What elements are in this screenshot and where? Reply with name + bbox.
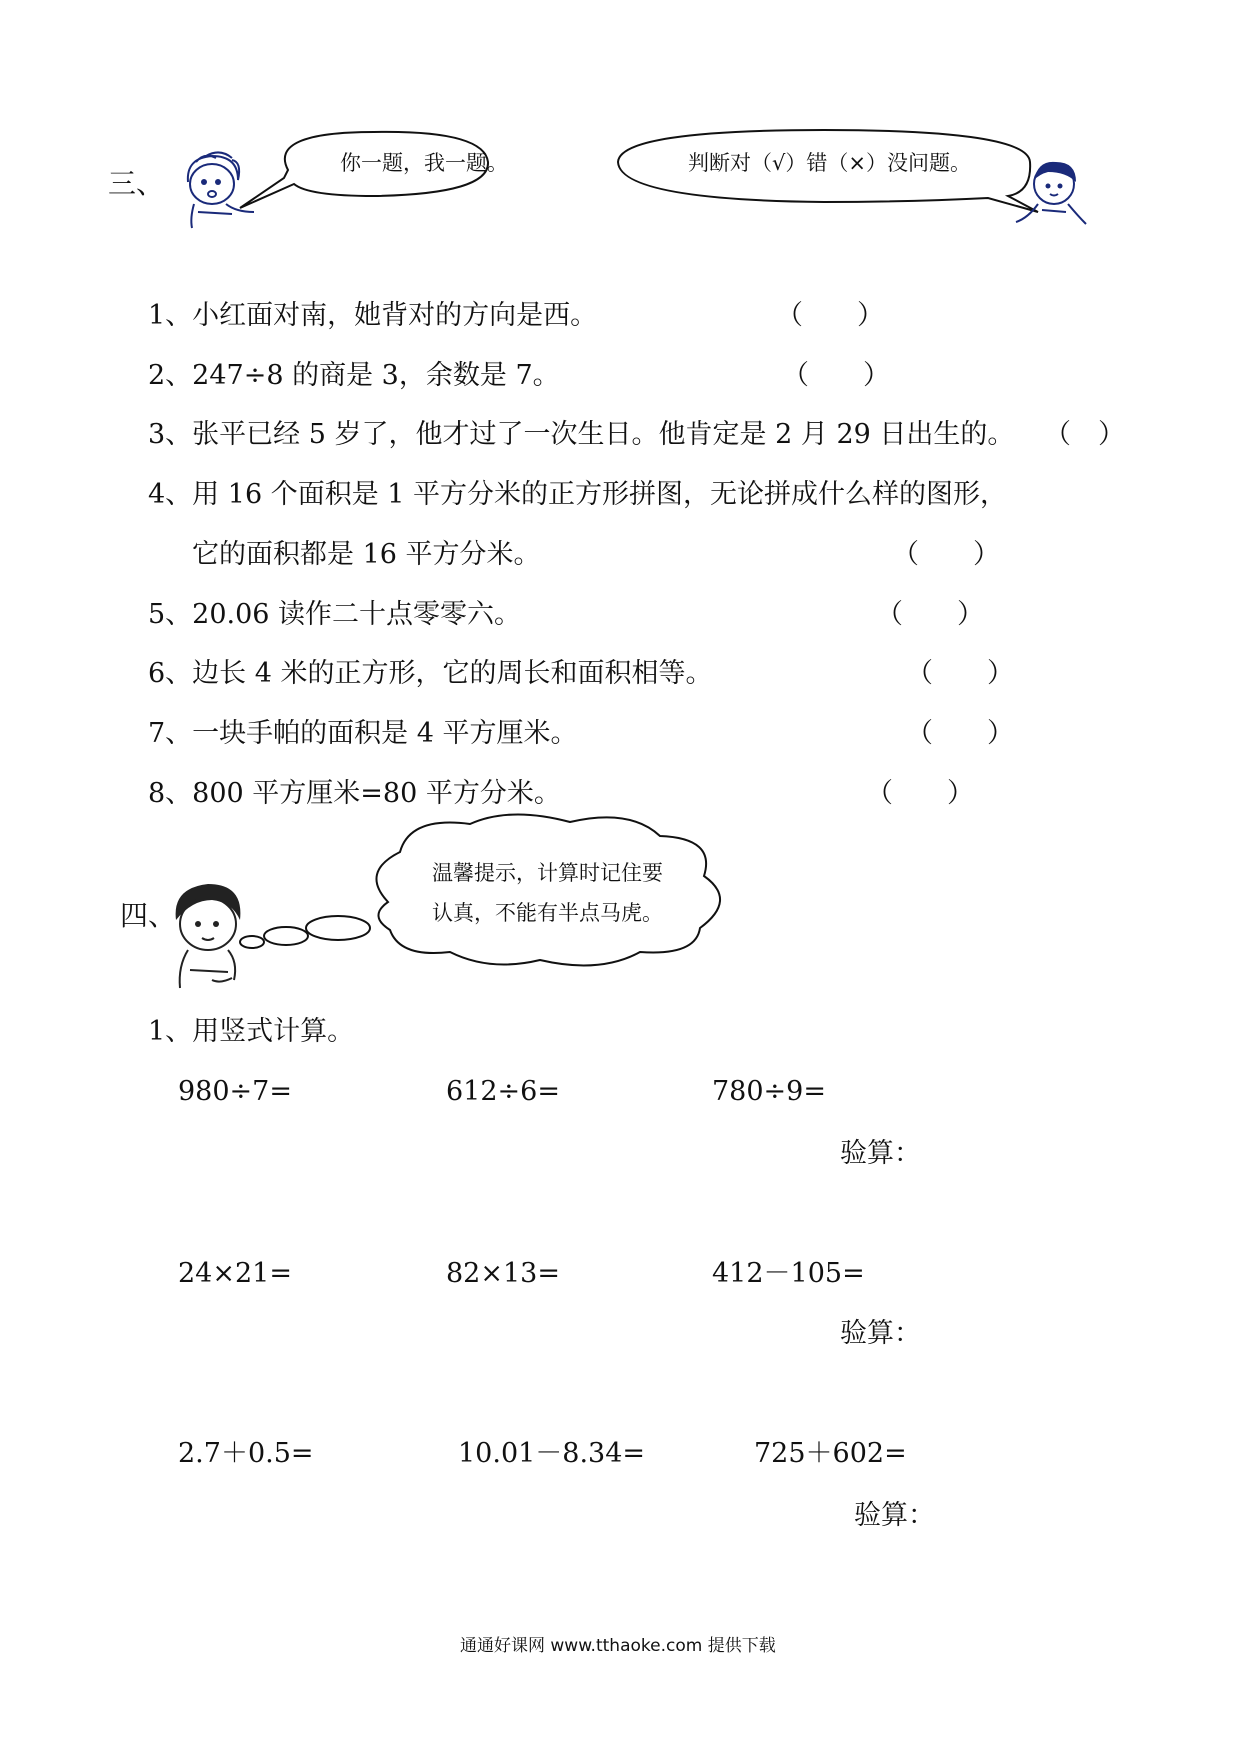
- check-label: 验算：: [854, 1500, 935, 1531]
- question-4-line-1: 4、用 16 个面积是 1 平方分米的正方形拼图，无论拼成什么样的图形，: [148, 479, 1008, 510]
- question-8: 8、800 平方厘米=80 平方分米。: [148, 778, 561, 809]
- girl-cartoon-icon: [1018, 160, 1088, 240]
- calc-item: 780÷9=: [712, 1076, 826, 1107]
- answer-paren-1[interactable]: （ ）: [776, 300, 884, 331]
- thought-cloud-line-1: 温馨提示，计算时记住要: [432, 861, 663, 885]
- question-5: 5、20.06 读作二十点零零六。: [148, 599, 522, 630]
- answer-paren-3[interactable]: （ ）: [1044, 419, 1125, 450]
- question-4-line-2: 它的面积都是 16 平方分米。: [192, 539, 541, 570]
- calc-item: 412－105=: [712, 1258, 865, 1289]
- footer-text: 通通好课网 www.tthaoke.com 提供下载: [460, 1636, 776, 1656]
- calc-item: 980÷7=: [178, 1076, 292, 1107]
- thought-cloud-line-2: 认真，不能有半点马虎。: [432, 901, 663, 925]
- calc-item: 612÷6=: [446, 1076, 560, 1107]
- speech-bubble-right-text: 判断对（√）错（×）没问题。: [688, 151, 971, 175]
- thought-cloud-icon: [240, 812, 800, 972]
- section-4-label: 四、: [120, 899, 177, 932]
- calc-item: 82×13=: [446, 1258, 560, 1289]
- answer-paren-8[interactable]: （ ）: [866, 778, 974, 809]
- calc-item: 24×21=: [178, 1258, 292, 1289]
- question-1: 1、小红面对南，她背对的方向是西。: [148, 300, 598, 331]
- calc-item: 10.01－8.34=: [458, 1438, 646, 1469]
- question-3: 3、张平已经 5 岁了，他才过了一次生日。他肯定是 2 月 29 日出生的。: [148, 419, 1015, 450]
- answer-paren-6[interactable]: （ ）: [906, 658, 1014, 689]
- section-3-label: 三、: [108, 167, 165, 200]
- question-6: 6、边长 4 米的正方形，它的周长和面积相等。: [148, 658, 713, 689]
- speech-bubble-left-text: 你一题，我一题。: [340, 151, 508, 175]
- calc-item: 725＋602=: [754, 1438, 907, 1469]
- task-title: 1、用竖式计算。: [148, 1016, 355, 1047]
- calc-item: 2.7＋0.5=: [178, 1438, 314, 1469]
- answer-paren-2[interactable]: （ ）: [782, 360, 890, 391]
- answer-paren-7[interactable]: （ ）: [906, 718, 1014, 749]
- question-2: 2、247÷8 的商是 3，余数是 7。: [148, 360, 560, 391]
- check-label: 验算：: [840, 1138, 921, 1169]
- answer-paren-5[interactable]: （ ）: [876, 599, 984, 630]
- answer-paren-4[interactable]: （ ）: [892, 539, 1000, 570]
- check-label: 验算：: [840, 1318, 921, 1349]
- question-7: 7、一块手帕的面积是 4 平方厘米。: [148, 718, 578, 749]
